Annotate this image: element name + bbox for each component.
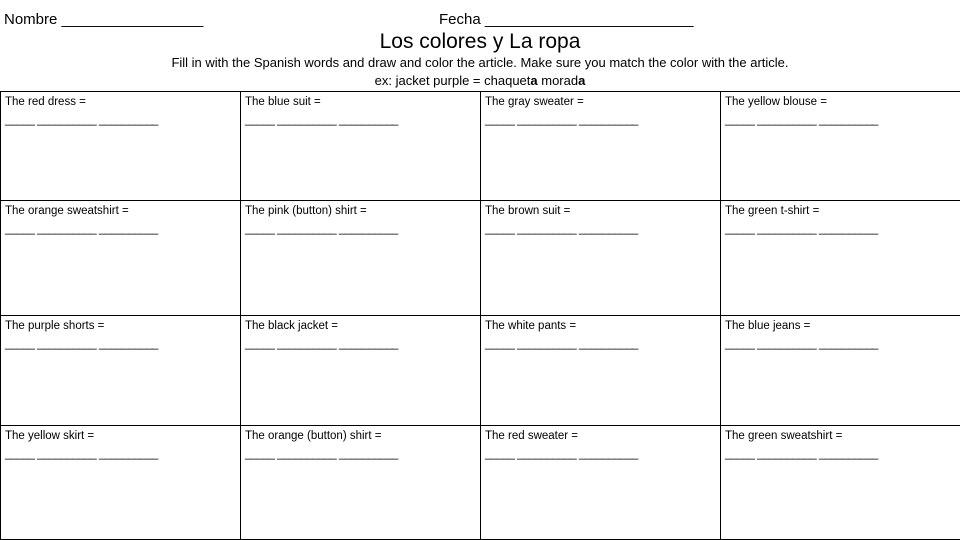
cell-prompt: The black jacket =	[245, 320, 339, 333]
cell-prompt: The yellow blouse =	[725, 96, 827, 108]
grid-cell[interactable]	[721, 316, 960, 425]
answer-blank: _____ __________ __________	[245, 223, 398, 236]
grid-cell[interactable]	[721, 92, 960, 201]
cell-prompt: The blue suit =	[245, 96, 321, 108]
cell-prompt: The orange (button) shirt =	[245, 429, 382, 442]
grid-cell[interactable]	[241, 316, 481, 425]
grid-cell[interactable]	[241, 92, 481, 201]
cell-prompt: The gray sweater =	[485, 96, 584, 108]
example-ending-1: a	[530, 73, 538, 88]
name-field-label: Nombre _________________	[4, 11, 204, 28]
instructions: Fill in with the Spanish words and draw and color the article. Make sure you match the color with the article.	[171, 55, 789, 70]
answer-blank: _____ __________ __________	[485, 223, 638, 236]
worksheet-grid	[0, 91, 960, 540]
grid-cell[interactable]	[241, 201, 481, 316]
answer-blank: _____ __________ __________	[725, 223, 878, 236]
grid-cell[interactable]	[721, 201, 960, 316]
cell-prompt: The yellow skirt =	[5, 429, 95, 442]
grid-cell[interactable]	[1, 92, 241, 201]
example-line	[0, 73, 960, 88]
cell-prompt: The green sweatshirt =	[725, 429, 843, 442]
grid-cell[interactable]	[481, 316, 721, 425]
answer-blank: _____ __________ __________	[245, 447, 398, 460]
answer-blank: _____ __________ __________	[485, 447, 638, 460]
cell-prompt: The brown suit =	[485, 205, 571, 218]
answer-blank: _____ __________ __________	[485, 338, 638, 351]
grid-row	[1, 201, 960, 316]
example-ending-2: a	[578, 73, 586, 88]
worksheet-title: Los colores y La ropa	[379, 30, 581, 53]
cell-prompt: The orange sweatshirt =	[5, 205, 129, 218]
grid-cell[interactable]	[481, 92, 721, 201]
answer-blank: _____ __________ __________	[5, 114, 158, 126]
grid-cell[interactable]	[241, 425, 481, 539]
answer-blank: _____ __________ __________	[245, 338, 398, 351]
date-field-label: Fecha _________________________	[439, 11, 694, 28]
grid-cell[interactable]	[721, 425, 960, 539]
cell-prompt: The white pants =	[485, 320, 577, 333]
grid-cell[interactable]	[1, 316, 241, 425]
answer-blank: _____ __________ __________	[5, 223, 158, 236]
grid-cell[interactable]	[481, 425, 721, 539]
grid-row	[1, 425, 960, 539]
cell-prompt: The blue jeans =	[725, 320, 811, 333]
cell-prompt: The red dress =	[5, 96, 86, 108]
cell-prompt: The green t-shirt =	[725, 205, 820, 218]
grid-cell[interactable]	[481, 201, 721, 316]
grid-row	[1, 92, 960, 201]
answer-blank: _____ __________ __________	[245, 114, 398, 126]
cell-prompt: The pink (button) shirt =	[245, 205, 367, 218]
example-prefix: ex: jacket purple = chaquet	[374, 73, 531, 88]
answer-blank: _____ __________ __________	[485, 114, 638, 126]
answer-blank: _____ __________ __________	[725, 338, 878, 351]
answer-blank: _____ __________ __________	[5, 338, 158, 351]
answer-blank: _____ __________ __________	[725, 447, 878, 460]
example-middle: morad	[537, 73, 579, 88]
grid-cell[interactable]	[1, 201, 241, 316]
grid-row	[1, 316, 960, 425]
grid-cell[interactable]	[1, 425, 241, 539]
answer-blank: _____ __________ __________	[725, 114, 878, 126]
cell-prompt: The purple shorts =	[5, 320, 105, 333]
cell-prompt: The red sweater =	[485, 429, 579, 442]
answer-blank: _____ __________ __________	[5, 447, 158, 460]
